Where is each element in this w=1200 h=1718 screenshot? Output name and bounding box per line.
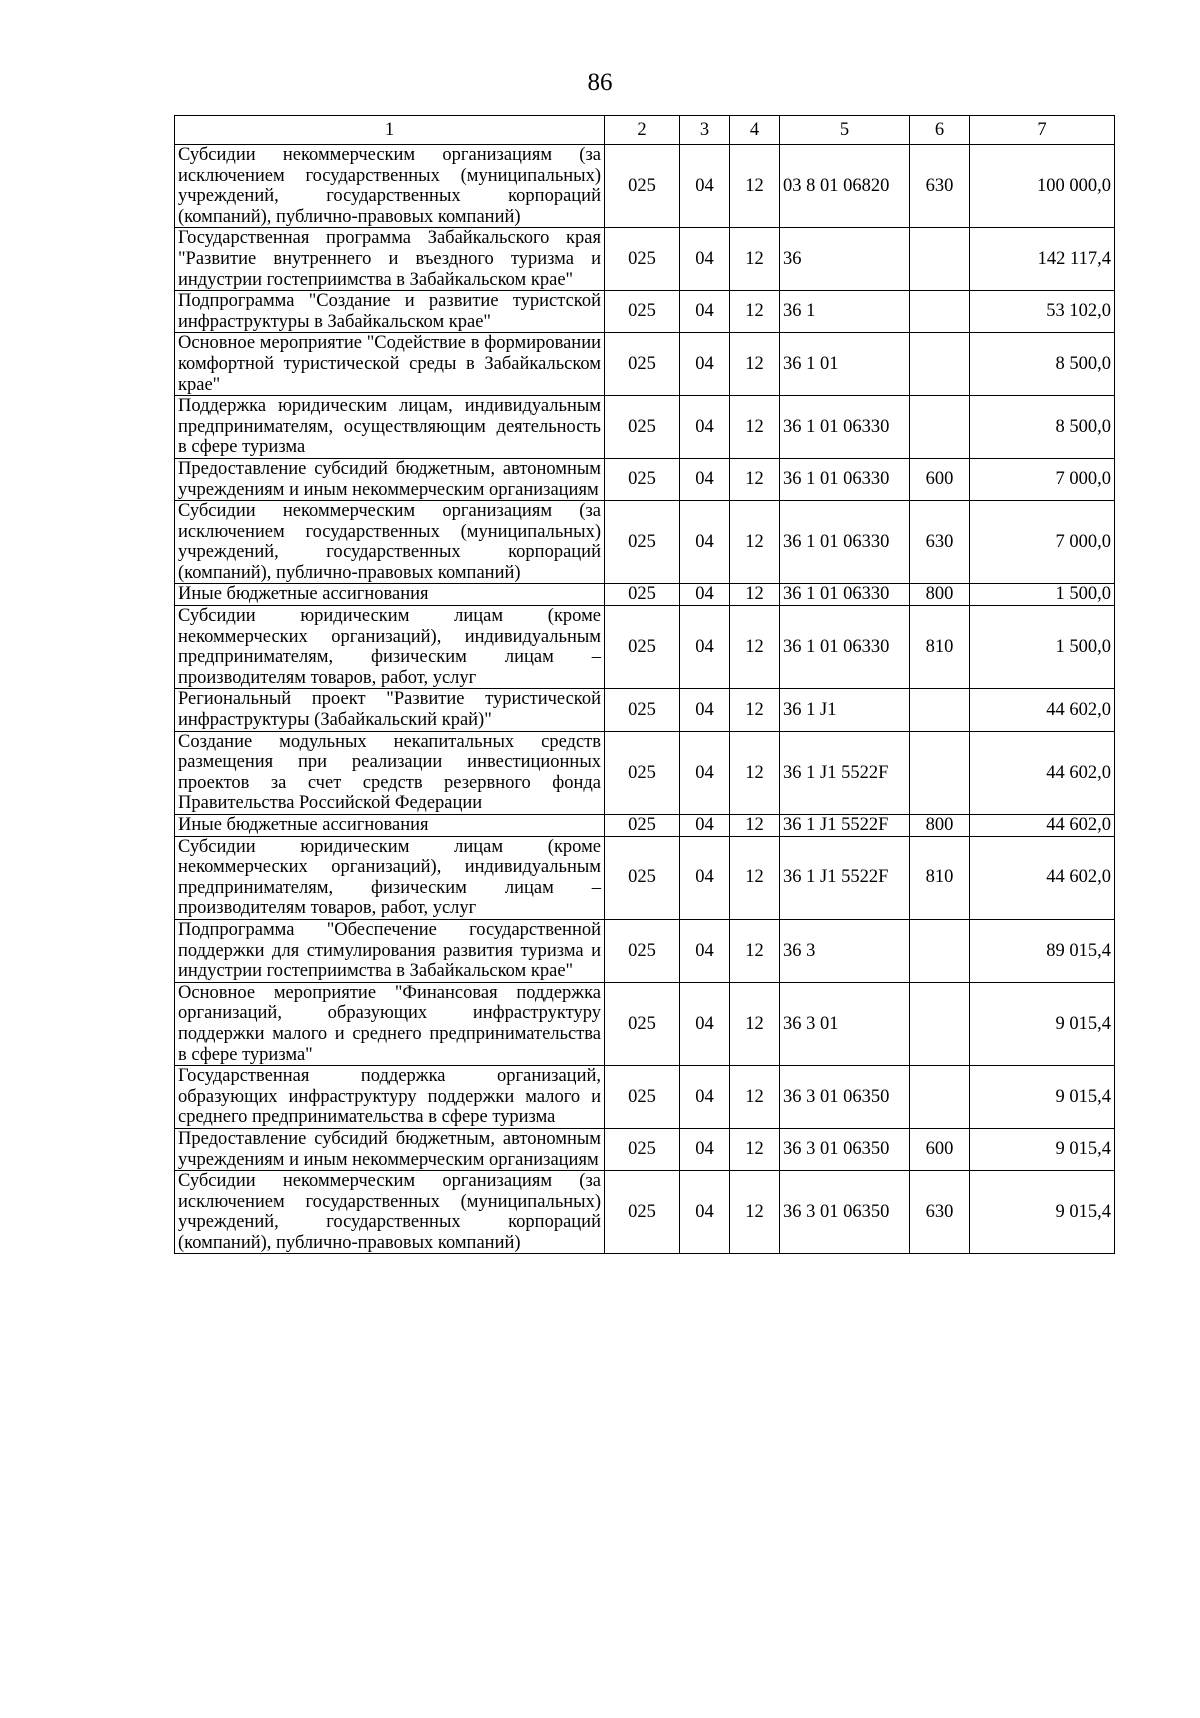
- section-code-cell: 04: [680, 145, 730, 228]
- ministry-code-cell: 025: [605, 291, 680, 333]
- table-row: [175, 606, 1115, 689]
- target-code-cell: 36 1 01 06330: [780, 396, 910, 459]
- amount-cell: 8 500,0: [970, 333, 1115, 396]
- subsection-code-cell: 12: [730, 982, 780, 1065]
- section-code-cell: 04: [680, 584, 730, 606]
- subsection-code-cell: 12: [730, 919, 780, 982]
- header-cell-7: 7: [970, 116, 1115, 145]
- ministry-code-cell: 025: [605, 396, 680, 459]
- header-cell-4: 4: [730, 116, 780, 145]
- expense-type-cell: 810: [910, 836, 970, 919]
- amount-cell: 1 500,0: [970, 584, 1115, 606]
- section-code-cell: 04: [680, 982, 730, 1065]
- amount-cell: 44 602,0: [970, 731, 1115, 814]
- table-row: [175, 396, 1115, 459]
- table-body: [175, 145, 1115, 1254]
- ministry-code-cell: 025: [605, 689, 680, 731]
- header-cell-5: 5: [780, 116, 910, 145]
- expense-type-cell: 800: [910, 584, 970, 606]
- expense-type-cell: 630: [910, 145, 970, 228]
- header-cell-6: 6: [910, 116, 970, 145]
- expense-type-cell: [910, 919, 970, 982]
- section-code-cell: 04: [680, 291, 730, 333]
- ministry-code-cell: 025: [605, 145, 680, 228]
- target-code-cell: 36: [780, 228, 910, 291]
- section-code-cell: 04: [680, 396, 730, 459]
- row-name-cell: Субсидии юридическим лицам (кроме некоммерческих организаций), индивидуальным предпринимателям, физическим лицам – производителям товаров, работ, услуг: [175, 606, 605, 689]
- section-code-cell: 04: [680, 458, 730, 500]
- target-code-cell: 36 1 01 06330: [780, 501, 910, 584]
- section-code-cell: 04: [680, 689, 730, 731]
- table-row: [175, 919, 1115, 982]
- table-row: [175, 1128, 1115, 1170]
- subsection-code-cell: 12: [730, 291, 780, 333]
- ministry-code-cell: 025: [605, 815, 680, 837]
- header-cell-2: 2: [605, 116, 680, 145]
- row-name-cell: Подпрограмма "Обеспечение государственной поддержки для стимулирования развития туризма и индустрии гостеприимства в Забайкальском крае": [175, 919, 605, 982]
- table-row: [175, 1171, 1115, 1254]
- expense-type-cell: [910, 333, 970, 396]
- amount-cell: 9 015,4: [970, 982, 1115, 1065]
- table-row: [175, 836, 1115, 919]
- amount-cell: 8 500,0: [970, 396, 1115, 459]
- subsection-code-cell: 12: [730, 1128, 780, 1170]
- row-name-cell: Государственная поддержка организаций, образующих инфраструктуру поддержки малого и среднего предпринимательства в сфере туризма: [175, 1066, 605, 1129]
- target-code-cell: 36 3 01 06350: [780, 1171, 910, 1254]
- subsection-code-cell: 12: [730, 501, 780, 584]
- row-name-cell: Субсидии некоммерческим организациям (за исключением государственных (муниципальных) учреждений, государственных корпораций (компаний), публично-правовых компаний): [175, 145, 605, 228]
- target-code-cell: 36 1 J1: [780, 689, 910, 731]
- target-code-cell: 36 3 01 06350: [780, 1066, 910, 1129]
- amount-cell: 89 015,4: [970, 919, 1115, 982]
- subsection-code-cell: 12: [730, 584, 780, 606]
- table-row: [175, 291, 1115, 333]
- ministry-code-cell: 025: [605, 501, 680, 584]
- expense-type-cell: 810: [910, 606, 970, 689]
- section-code-cell: 04: [680, 501, 730, 584]
- target-code-cell: 36 1 01: [780, 333, 910, 396]
- amount-cell: 44 602,0: [970, 836, 1115, 919]
- ministry-code-cell: 025: [605, 606, 680, 689]
- ministry-code-cell: 025: [605, 1066, 680, 1129]
- subsection-code-cell: 12: [730, 1171, 780, 1254]
- row-name-cell: Подпрограмма "Создание и развитие туристской инфраструктуры в Забайкальском крае": [175, 291, 605, 333]
- table-row: [175, 982, 1115, 1065]
- row-name-cell: Иные бюджетные ассигнования: [175, 584, 605, 606]
- budget-table: [174, 115, 1115, 1254]
- row-name-cell: Иные бюджетные ассигнования: [175, 815, 605, 837]
- target-code-cell: 36 1 01 06330: [780, 584, 910, 606]
- table-row: [175, 228, 1115, 291]
- table-row: [175, 689, 1115, 731]
- ministry-code-cell: 025: [605, 1171, 680, 1254]
- target-code-cell: 36 3: [780, 919, 910, 982]
- section-code-cell: 04: [680, 731, 730, 814]
- target-code-cell: 36 1 01 06330: [780, 458, 910, 500]
- expense-type-cell: [910, 689, 970, 731]
- subsection-code-cell: 12: [730, 396, 780, 459]
- header-row: [175, 116, 1115, 145]
- amount-cell: 7 000,0: [970, 458, 1115, 500]
- expense-type-cell: [910, 291, 970, 333]
- amount-cell: 142 117,4: [970, 228, 1115, 291]
- amount-cell: 1 500,0: [970, 606, 1115, 689]
- expense-type-cell: 600: [910, 458, 970, 500]
- expense-type-cell: 800: [910, 815, 970, 837]
- row-name-cell: Предоставление субсидий бюджетным, автономным учреждениям и иным некоммерческим организациям: [175, 458, 605, 500]
- amount-cell: 44 602,0: [970, 815, 1115, 837]
- row-name-cell: Субсидии юридическим лицам (кроме некоммерческих организаций), индивидуальным предпринимателям, физическим лицам – производителям товаров, работ, услуг: [175, 836, 605, 919]
- row-name-cell: Региональный проект "Развитие туристической инфраструктуры (Забайкальский край)": [175, 689, 605, 731]
- target-code-cell: 36 3 01: [780, 982, 910, 1065]
- section-code-cell: 04: [680, 919, 730, 982]
- header-cell-3: 3: [680, 116, 730, 145]
- target-code-cell: 03 8 01 06820: [780, 145, 910, 228]
- target-code-cell: 36 1: [780, 291, 910, 333]
- row-name-cell: Субсидии некоммерческим организациям (за исключением государственных (муниципальных) учреждений, государственных корпораций (компаний), публично-правовых компаний): [175, 1171, 605, 1254]
- table-row: [175, 458, 1115, 500]
- table-row: [175, 333, 1115, 396]
- page-number: 86: [587, 69, 613, 96]
- expense-type-cell: 630: [910, 501, 970, 584]
- ministry-code-cell: 025: [605, 458, 680, 500]
- table-row: [175, 1066, 1115, 1129]
- target-code-cell: 36 1 J1 5522F: [780, 836, 910, 919]
- expense-type-cell: [910, 396, 970, 459]
- row-name-cell: Государственная программа Забайкальского края "Развитие внутреннего и въездного туризма и индустрии гостеприимства в Забайкальском крае": [175, 228, 605, 291]
- subsection-code-cell: 12: [730, 1066, 780, 1129]
- section-code-cell: 04: [680, 1066, 730, 1129]
- subsection-code-cell: 12: [730, 731, 780, 814]
- amount-cell: 100 000,0: [970, 145, 1115, 228]
- subsection-code-cell: 12: [730, 333, 780, 396]
- section-code-cell: 04: [680, 815, 730, 837]
- section-code-cell: 04: [680, 228, 730, 291]
- section-code-cell: 04: [680, 333, 730, 396]
- expense-type-cell: [910, 1066, 970, 1129]
- section-code-cell: 04: [680, 1128, 730, 1170]
- ministry-code-cell: 025: [605, 731, 680, 814]
- table-row: [175, 501, 1115, 584]
- subsection-code-cell: 12: [730, 228, 780, 291]
- section-code-cell: 04: [680, 1171, 730, 1254]
- ministry-code-cell: 025: [605, 333, 680, 396]
- ministry-code-cell: 025: [605, 228, 680, 291]
- expense-type-cell: [910, 731, 970, 814]
- target-code-cell: 36 1 J1 5522F: [780, 731, 910, 814]
- amount-cell: 44 602,0: [970, 689, 1115, 731]
- amount-cell: 53 102,0: [970, 291, 1115, 333]
- subsection-code-cell: 12: [730, 145, 780, 228]
- row-name-cell: Основное мероприятие "Финансовая поддержка организаций, образующих инфраструктуру поддержки малого и среднего предпринимательства в сфере туризма": [175, 982, 605, 1065]
- row-name-cell: Поддержка юридическим лицам, индивидуальным предпринимателям, осуществляющим деятельность в сфере туризма: [175, 396, 605, 459]
- ministry-code-cell: 025: [605, 836, 680, 919]
- expense-type-cell: [910, 982, 970, 1065]
- target-code-cell: 36 1 J1 5522F: [780, 815, 910, 837]
- table-header: [175, 116, 1115, 145]
- table-row: [175, 145, 1115, 228]
- expense-type-cell: [910, 228, 970, 291]
- subsection-code-cell: 12: [730, 689, 780, 731]
- table-row: [175, 815, 1115, 837]
- row-name-cell: Предоставление субсидий бюджетным, автономным учреждениям и иным некоммерческим организациям: [175, 1128, 605, 1170]
- header-cell-1: 1: [175, 116, 605, 145]
- table-row: [175, 584, 1115, 606]
- subsection-code-cell: 12: [730, 606, 780, 689]
- ministry-code-cell: 025: [605, 919, 680, 982]
- expense-type-cell: 600: [910, 1128, 970, 1170]
- row-name-cell: Основное мероприятие "Содействие в формировании комфортной туристической среды в Забайкальском крае": [175, 333, 605, 396]
- subsection-code-cell: 12: [730, 836, 780, 919]
- amount-cell: 9 015,4: [970, 1128, 1115, 1170]
- amount-cell: 9 015,4: [970, 1066, 1115, 1129]
- ministry-code-cell: 025: [605, 584, 680, 606]
- ministry-code-cell: 025: [605, 982, 680, 1065]
- ministry-code-cell: 025: [605, 1128, 680, 1170]
- row-name-cell: Создание модульных некапитальных средств размещения при реализации инвестиционных проектов за счет средств резервного фонда Правительства Российской Федерации: [175, 731, 605, 814]
- section-code-cell: 04: [680, 606, 730, 689]
- section-code-cell: 04: [680, 836, 730, 919]
- table-row: [175, 731, 1115, 814]
- amount-cell: 9 015,4: [970, 1171, 1115, 1254]
- target-code-cell: 36 1 01 06330: [780, 606, 910, 689]
- row-name-cell: Субсидии некоммерческим организациям (за исключением государственных (муниципальных) учреждений, государственных корпораций (компаний), публично-правовых компаний): [175, 501, 605, 584]
- amount-cell: 7 000,0: [970, 501, 1115, 584]
- target-code-cell: 36 3 01 06350: [780, 1128, 910, 1170]
- expense-type-cell: 630: [910, 1171, 970, 1254]
- subsection-code-cell: 12: [730, 815, 780, 837]
- subsection-code-cell: 12: [730, 458, 780, 500]
